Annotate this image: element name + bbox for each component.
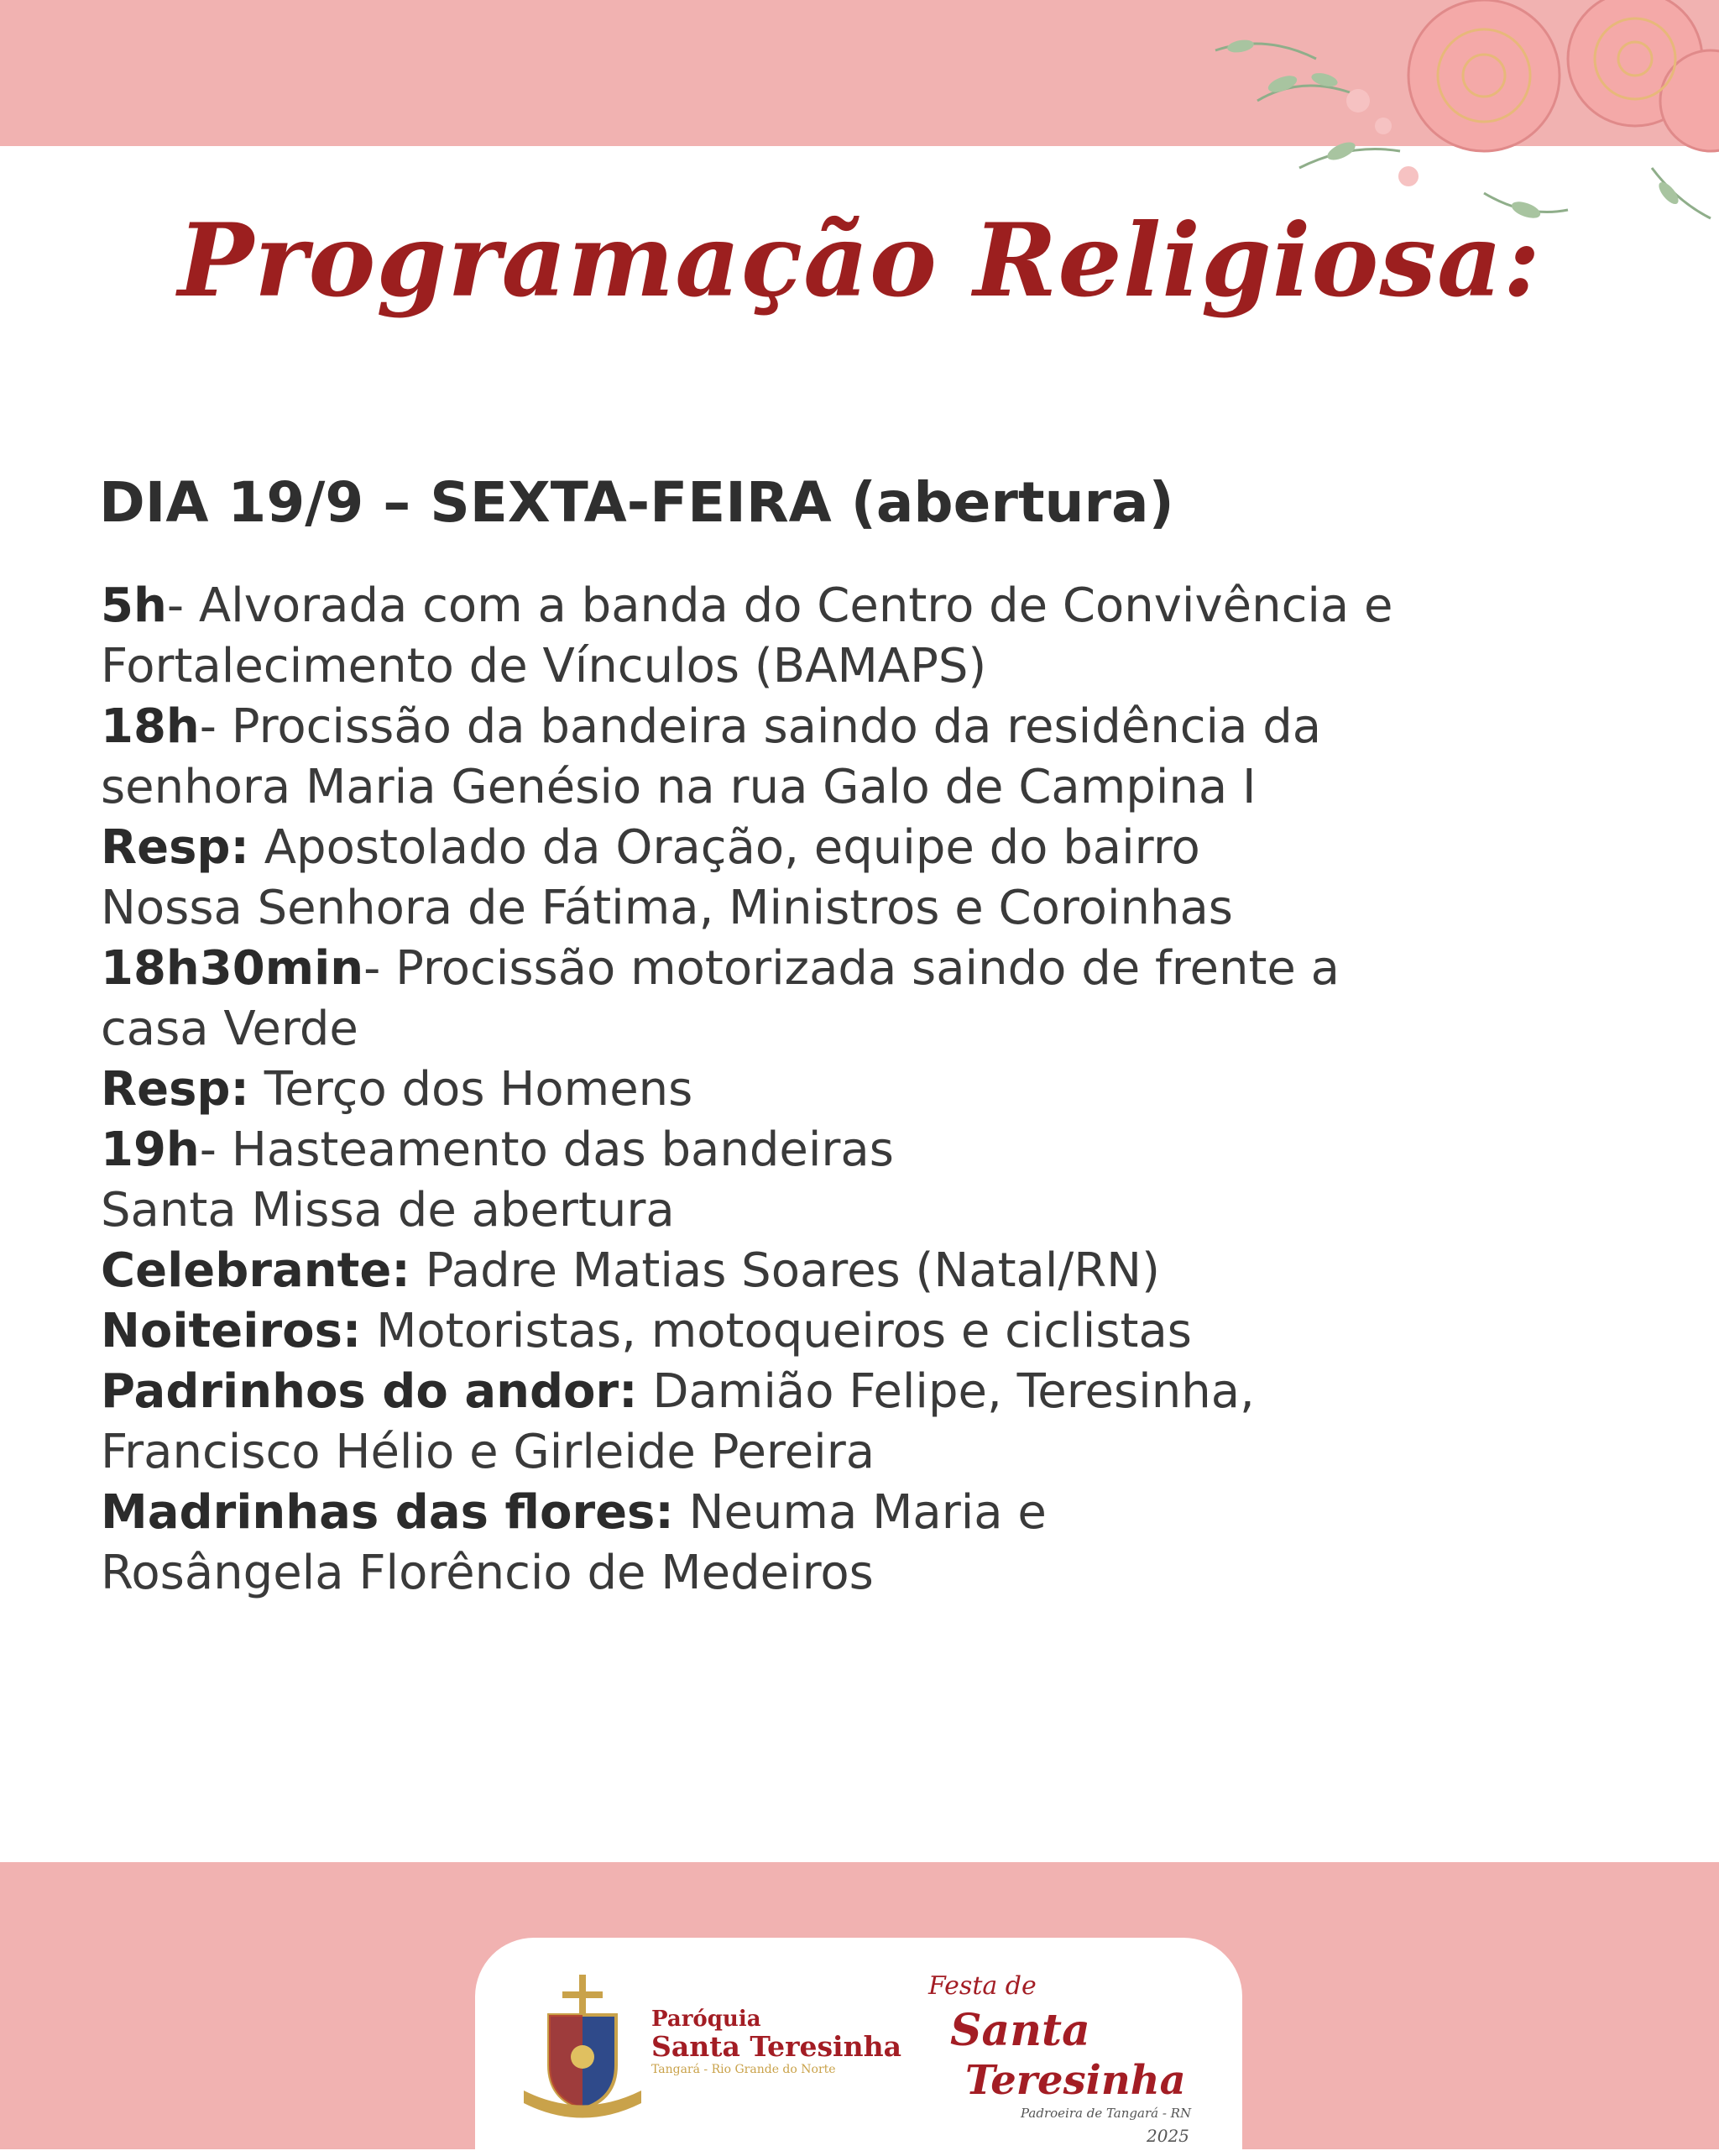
schedule-line: Rosângela Florêncio de Medeiros — [101, 1546, 874, 1600]
schedule-line: casa Verde — [101, 1002, 358, 1056]
schedule-line: senhora Maria Genésio na rua Galo de Campina I — [101, 760, 1257, 814]
schedule-line: Celebrante: Padre Matias Soares (Natal/RN) — [101, 1243, 1160, 1298]
festa-year: 2025 — [1147, 2126, 1189, 2146]
day-heading: DIA 19/9 – SEXTA-FEIRA (abertura) — [99, 470, 1174, 535]
festa-line-4: Padroeira de Tangará - RN — [1021, 2106, 1192, 2121]
festa-line-2: Santa — [950, 2005, 1090, 2056]
schedule-line: 19h- Hasteamento das bandeiras — [101, 1122, 894, 1177]
festa-line-1: Festa de — [928, 1971, 1037, 2001]
festa-line-3: Teresinha — [965, 2057, 1186, 2104]
schedule-line: Noiteiros: Motoristas, motoqueiros e ciclistas — [101, 1304, 1192, 1358]
schedule-line: Nossa Senhora de Fátima, Ministros e Coroinhas — [101, 881, 1233, 935]
schedule-line: Fortalecimento de Vínculos (BAMAPS) — [101, 639, 987, 693]
schedule-line: Padrinhos do andor: Damião Felipe, Teresinha, — [101, 1364, 1255, 1419]
parish-line-2: Santa Teresinha — [651, 2030, 901, 2063]
parish-line-3: Tangará - Rio Grande do Norte — [651, 2063, 836, 2076]
schedule-line: 18h30min- Procissão motorizada saindo de frente a — [101, 941, 1340, 996]
schedule-line: 18h- Procissão da bandeira saindo da residência da — [101, 699, 1322, 754]
footer-logo-card — [475, 1938, 1242, 2156]
schedule-line: Resp: Apostolado da Oração, equipe do bairro — [101, 820, 1200, 875]
schedule-list — [101, 576, 1662, 1604]
parish-line-1: Paróquia — [651, 2007, 761, 2032]
parish-coat-of-arms-icon — [515, 1973, 650, 2124]
schedule-line: Resp: Terço dos Homens — [101, 1062, 693, 1117]
festa-logo — [920, 1971, 1205, 2156]
schedule-line: 5h- Alvorada com a banda do Centro de Convivência e — [101, 578, 1393, 633]
parish-name — [651, 2007, 903, 2077]
schedule-line: Santa Missa de abertura — [101, 1183, 675, 1238]
schedule-line: Francisco Hélio e Girleide Pereira — [101, 1425, 875, 1479]
page-title: Programação Religiosa: — [177, 201, 1542, 320]
schedule-line: Madrinhas das flores: Neuma Maria e — [101, 1485, 1047, 1540]
